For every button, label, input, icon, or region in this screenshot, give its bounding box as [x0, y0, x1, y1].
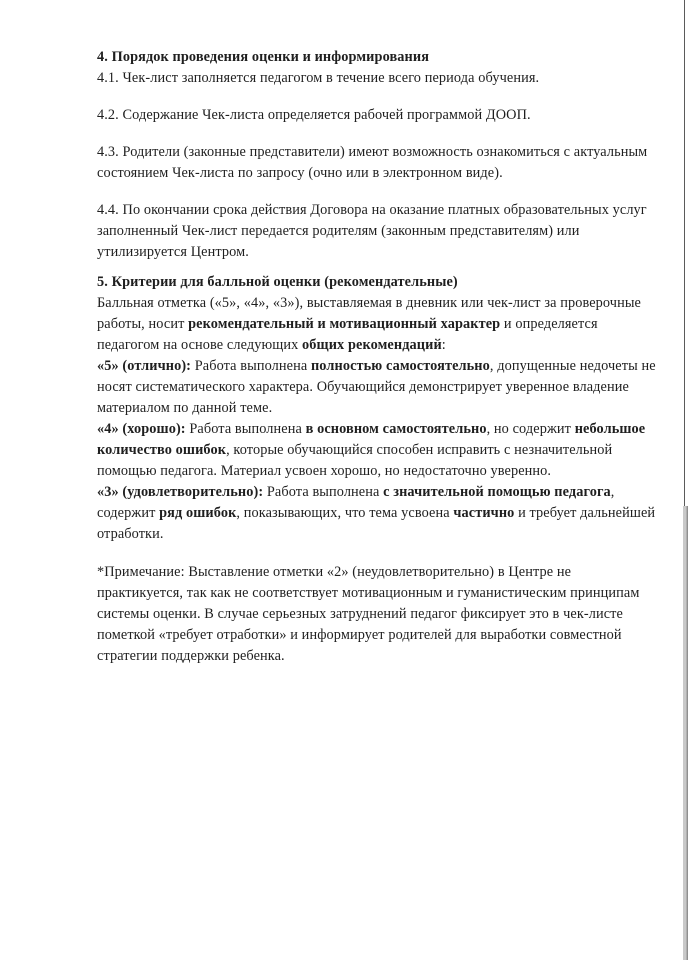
- text-line: [97, 562, 656, 583]
- text-run: Балльная отметка («5», «4», «3»), выставляемая в дневник или чек-лист за проверочные: [97, 295, 641, 311]
- text-run: и требует дальнейшей: [514, 505, 656, 521]
- clause-4-2: [97, 105, 656, 126]
- text-run: пометкой «требует отработки» и информирует родителей для выработки совместной: [97, 627, 622, 643]
- page-right-border: [684, 0, 685, 506]
- clause-4-3: [97, 142, 656, 184]
- text-run: помощью педагога. Материал усвоен хорошо, но недостаточно уверенно.: [97, 463, 552, 479]
- text-line: [97, 272, 656, 293]
- text-run: :: [441, 337, 446, 353]
- text-line: [97, 625, 656, 646]
- text-run: педагогом на основе следующих: [97, 337, 303, 353]
- text-run: Работа выполнена: [185, 421, 306, 437]
- bold-text-run: «3» (удовлетворительно):: [97, 484, 264, 500]
- text-line: [97, 583, 656, 604]
- bold-text-run: 5. Критерии для балльной оценки (рекомендательные): [97, 274, 458, 290]
- text-line: [97, 646, 656, 667]
- text-run: утилизируется Центром.: [97, 244, 249, 260]
- text-run: ,: [610, 484, 615, 500]
- text-line: [97, 335, 656, 356]
- text-line: [97, 482, 656, 503]
- grade-4-criteria: [97, 419, 656, 482]
- text-run: отработки.: [97, 526, 164, 542]
- text-line: [97, 440, 656, 461]
- text-line: [97, 221, 656, 242]
- text-run: *Примечание: Выставление отметки «2» (неудовлетворительно) в Центре не: [97, 564, 572, 580]
- text-line: [97, 524, 656, 545]
- grade-5-criteria: [97, 356, 656, 419]
- bold-text-run: количество ошибок: [97, 442, 227, 458]
- text-run: работы, носит: [97, 316, 189, 332]
- bold-text-run: рекомендательный и мотивационный характер: [188, 316, 501, 332]
- text-run: практикуется, так как не соответствует мотивационным и гуманистическим принципам: [97, 585, 640, 601]
- bold-text-run: ряд ошибок: [159, 505, 237, 521]
- clause-4-1: [97, 68, 656, 89]
- text-run: стратегии поддержки ребенка.: [97, 648, 285, 664]
- text-line: [97, 200, 656, 221]
- text-run: Работа выполнена: [263, 484, 384, 500]
- clause-4-4: [97, 200, 656, 263]
- text-run: , но содержит: [486, 421, 575, 437]
- grading-intro: [97, 293, 656, 356]
- text-run: , допущенные недочеты не: [489, 358, 656, 374]
- text-run: заполненный Чек-лист передается родителям (законным представителям) или: [97, 223, 580, 239]
- bold-text-run: в основном самостоятельно: [305, 421, 487, 437]
- bold-text-run: 4. Порядок проведения оценки и информирования: [97, 49, 430, 65]
- text-line: [97, 142, 656, 163]
- bold-text-run: небольшое: [574, 421, 646, 437]
- text-line: [97, 398, 656, 419]
- text-line: [97, 105, 656, 126]
- text-line: [97, 503, 656, 524]
- text-line: [97, 461, 656, 482]
- text-run: 4.2. Содержание Чек-листа определяется рабочей программой ДООП.: [97, 107, 531, 123]
- text-run: 4.1. Чек-лист заполняется педагогом в течение всего периода обучения.: [97, 70, 540, 86]
- text-run: 4.3. Родители (законные представители) имеют возможность ознакомиться с актуальным: [97, 144, 648, 160]
- bold-text-run: общих рекомендаций: [302, 337, 442, 353]
- text-line: [97, 293, 656, 314]
- text-line: [97, 163, 656, 184]
- text-run: Работа выполнена: [191, 358, 311, 374]
- text-line: [97, 377, 656, 398]
- text-run: состоянием Чек-листа по запросу (очно или в электронном виде).: [97, 165, 503, 181]
- text-run: и определяется: [500, 316, 598, 332]
- text-run: содержит: [97, 505, 160, 521]
- bold-text-run: «4» (хорошо):: [97, 421, 186, 437]
- text-run: материалом по данной теме.: [97, 400, 273, 416]
- text-run: , показывающих, что тема усвоена: [236, 505, 454, 521]
- bold-text-run: частично: [453, 505, 515, 521]
- text-line: [97, 419, 656, 440]
- text-run: 4.4. По окончании срока действия Договора на оказание платных образовательных услуг: [97, 202, 647, 218]
- note-paragraph: [97, 562, 656, 667]
- text-line: [97, 356, 656, 377]
- section-5-heading: [97, 272, 656, 293]
- text-run: системы оценки. В случае серьезных затруднений педагог фиксирует это в чек-листе: [97, 606, 623, 622]
- text-line: [97, 604, 656, 625]
- scrollbar-thumb[interactable]: [683, 506, 688, 960]
- bold-text-run: с значительной помощью педагога: [383, 484, 611, 500]
- bold-text-run: полностью самостоятельно: [310, 358, 490, 374]
- bold-text-run: «5» (отлично):: [97, 358, 192, 374]
- text-line: [97, 242, 656, 263]
- text-run: носят систематического характера. Обучающийся демонстрирует уверенное владение: [97, 379, 629, 395]
- text-line: [97, 314, 656, 335]
- text-run: , которые обучающийся способен исправить с незначительной: [226, 442, 613, 458]
- section-4-heading: [97, 47, 656, 68]
- text-line: [97, 68, 656, 89]
- text-line: [97, 47, 656, 68]
- document-body: [97, 47, 656, 667]
- grade-3-criteria: [97, 482, 656, 545]
